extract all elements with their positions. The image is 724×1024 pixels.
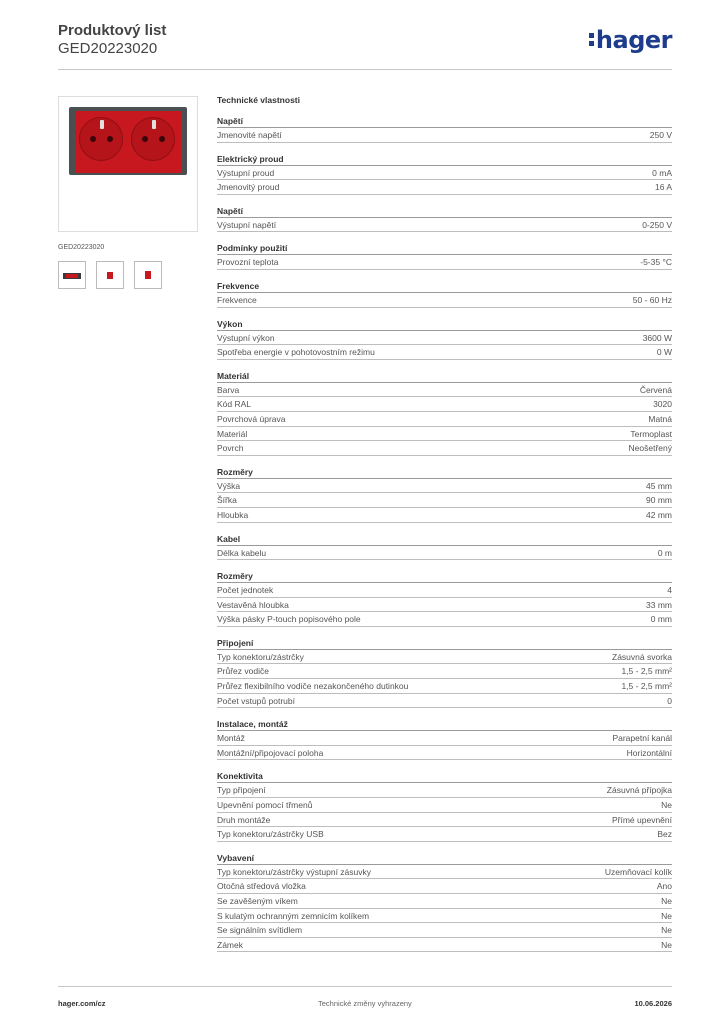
spec-row [217,383,672,398]
spec-value: 50 - 60 Hz [632,294,672,305]
spec-value: -5-35 °C [640,257,672,268]
spec-row [217,397,672,412]
spec-row [217,798,672,813]
spec-row [217,493,672,508]
spec-label: Typ konektoru/zástrčky výstupní zásuvky [217,866,372,877]
spec-label: Provozní teplota [217,257,279,268]
page-footer [58,986,672,1016]
earth-pin-icon [152,120,156,129]
spec-value: 3600 W [642,332,672,343]
spec-value: 0-250 V [642,219,672,230]
spec-row [217,427,672,442]
product-image-panel [58,96,198,289]
spec-value: Přímé upevnění [611,814,672,825]
spec-row [217,865,672,880]
spec-row [217,923,672,938]
spec-label: Průřez flexibilního vodiče nezakončeného dutinkou [217,681,409,692]
socket-hole-icon [142,136,148,142]
spec-value: Zásuvná přípojka [606,785,672,796]
spec-row [217,166,672,181]
spec-value: Bez [657,829,672,840]
spec-row [217,813,672,828]
socket-hole-icon [107,136,113,142]
spec-row [217,441,672,456]
spec-label: Typ připojení [217,785,266,796]
footer-date: 10.06.2026 [634,999,672,1008]
spec-label: Materiál [217,428,248,439]
footer-website[interactable]: hager.com/cz [58,999,106,1008]
spec-label: Počet jednotek [217,585,274,596]
spec-group-title: Výkon [217,318,672,331]
spec-label: Barva [217,384,240,395]
spec-row [217,938,672,953]
spec-row [217,331,672,346]
spec-group-title: Připojení [217,637,672,650]
socket-module-illustration [69,107,187,175]
image-caption: GED20223020 [58,244,105,251]
spec-label: Výška [217,480,241,491]
spec-value: Neošetřený [628,443,672,454]
spec-value: 0 mA [652,167,672,178]
spec-group-title: Rozměry [217,466,672,479]
socket-hole-icon [159,136,165,142]
socket-body [75,111,181,173]
spec-value: Zásuvná svorka [612,651,672,662]
product-code: GED20223020 [58,40,158,57]
spec-row [217,293,672,308]
spec-value: Ne [661,800,672,811]
socket-outlet-left [79,117,123,161]
spec-label: Se zavěšeným víkem [217,896,298,906]
spec-label: Výstupní proud [217,167,275,178]
spec-label: Výstupní výkon [217,332,275,343]
spec-label: S kulatým ochranným zemnicím kolíkem [217,910,370,921]
spec-value: Termoplast [630,428,672,439]
spec-label: Montáž [217,733,245,744]
spec-row [217,180,672,195]
spec-label: Typ konektoru/zástrčky [217,651,304,662]
spec-value: 0 mm [650,614,672,625]
spec-row [217,650,672,665]
spec-row [217,546,672,561]
spec-label: Hloubka [217,509,249,520]
spec-value: Horizontální [626,747,672,758]
spec-value: 3020 [653,399,672,410]
spec-group-title: Kabel [217,533,672,546]
spec-label: Výstupní napětí [217,219,277,230]
spec-value: 0 m [657,547,672,558]
spec-value: 33 mm [646,599,672,610]
spec-value: 1,5 - 2,5 mm² [621,666,672,677]
spec-label: Spotřeba energie v pohotovostním režimu [217,347,375,358]
thumbnail-side[interactable] [96,261,124,289]
spec-value: 0 [667,695,672,706]
spec-group-title: Elektrický proud [217,153,672,166]
spec-row [217,128,672,143]
spec-row [217,412,672,427]
spec-row [217,909,672,924]
spec-row [217,783,672,798]
socket-outlet-right [131,117,175,161]
spec-row [217,218,672,233]
spec-label: Montážní/připojovací poloha [217,747,324,758]
spec-row [217,664,672,679]
spec-label: Se signálním svítidlem [217,925,303,936]
logo-text: hager [595,26,672,54]
spec-row [217,508,672,523]
spec-label: Zámek [217,939,243,950]
spec-value: Červená [639,384,672,395]
spec-row [217,731,672,746]
spec-value: 42 mm [646,509,672,520]
spec-group-title: Napětí [217,205,672,218]
spec-row [217,255,672,270]
spec-value: Matná [648,413,672,424]
spec-group-title: Rozměry [217,570,672,583]
spec-label: Vestavěná hloubka [217,599,289,610]
spec-value: 16 A [654,182,672,193]
spec-value: Ne [661,925,672,936]
spec-group-title: Napětí [217,115,672,128]
spec-group-title: Vybavení [217,852,672,865]
thumbnail-front[interactable] [58,261,86,289]
spec-value: Parapetní kanál [612,733,672,744]
spec-row [217,879,672,894]
hager-logo [589,26,672,54]
spec-label: Druh montáže [217,814,271,825]
spec-label: Šířka [217,495,237,506]
technical-specs [217,95,672,952]
spec-row [217,583,672,598]
image-thumbnails [58,261,198,289]
spec-value: Ne [661,896,672,906]
spec-value: Ne [661,939,672,950]
spec-row [217,612,672,627]
spec-row [217,345,672,360]
spec-label: Otočná středová vložka [217,881,306,892]
spec-group-title: Frekvence [217,280,672,293]
spec-row [217,827,672,842]
thumbnail-angle[interactable] [134,261,162,289]
socket-hole-icon [90,136,96,142]
spec-value: 45 mm [646,480,672,491]
spec-value: 4 [667,585,672,596]
spec-label: Jmenovité napětí [217,130,282,140]
product-image[interactable] [58,96,198,232]
spec-label: Povrchová úprava [217,413,286,424]
spec-row [217,598,672,613]
specs-heading: Technické vlastnosti [217,95,300,105]
spec-value: 1,5 - 2,5 mm² [621,681,672,692]
spec-group-title: Konektivita [217,770,672,783]
spec-value: 250 V [649,130,672,140]
spec-group-title: Podmínky použití [217,242,672,255]
earth-pin-icon [100,120,104,129]
spec-row [217,746,672,761]
logo-dots-icon [589,31,594,47]
spec-group-title: Materiál [217,370,672,383]
spec-value: Ne [661,910,672,921]
spec-row [217,679,672,694]
spec-value: Ano [656,881,672,892]
spec-label: Průřez vodiče [217,666,269,677]
spec-row [217,479,672,494]
spec-label: Počet vstupů potrubí [217,695,295,706]
spec-label: Frekvence [217,294,257,305]
spec-value: 90 mm [646,495,672,506]
spec-label: Jmenovitý proud [217,182,280,193]
spec-label: Typ konektoru/zástrčky USB [217,829,324,840]
spec-label: Povrch [217,443,244,454]
page-title: Produktový list [58,22,167,39]
spec-value: 0 W [656,347,672,358]
spec-value: Uzemňovací kolík [604,866,672,877]
footer-note: Technické změny vyhrazeny [318,999,412,1008]
spec-label: Upevnění pomocí třmenů [217,800,313,811]
spec-row [217,894,672,909]
spec-label: Kód RAL [217,399,252,410]
page-header [58,22,672,70]
spec-group-title: Instalace, montáž [217,718,672,731]
spec-label: Výška pásky P-touch popisového pole [217,614,361,625]
spec-row [217,694,672,709]
spec-label: Délka kabelu [217,547,267,558]
spec-groups [217,115,672,952]
